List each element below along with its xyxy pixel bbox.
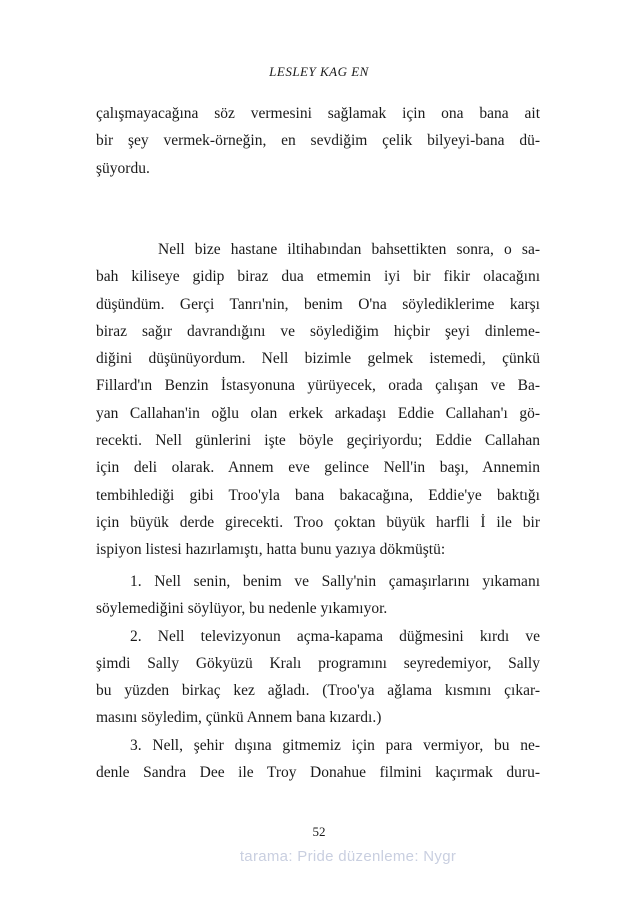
text-line: için büyük derde girecekti. Troo çoktan büyük harfli İ ile bir	[96, 513, 540, 531]
list-item-line: 2. Nell televizyonun açma-kapama düğmesini kırdı ve	[130, 627, 540, 645]
list-item-line: masını söyledim, çünkü Annem bana kızardı.)	[96, 709, 382, 727]
text-line: diğini düşünüyordum. Nell bizimle gelmek istemedi, çünkü	[96, 350, 540, 368]
list-item-line: 1. Nell senin, benim ve Sally'nin çamaşırlarını yıkamanı	[130, 573, 540, 590]
numbered-list	[96, 568, 540, 786]
text-line: çalışmayacağına söz vermesini sağlamak için ona bana ait	[96, 105, 540, 122]
text-line: şüyordu.	[96, 159, 150, 177]
text-line: tembihlediği gibi Troo'yla bana bakacağına, Eddie'ye baktığı	[96, 486, 540, 504]
text-line: bah kiliseye gidip biraz dua etmemin iyi bir fikir olacağını	[96, 268, 540, 286]
list-item-line: bu yüzden birkaç kez ağladı. (Troo'ya ağlama kısmını çıkar-	[96, 682, 540, 700]
list-item-line: şimdi Sally Gökyüzü Kralı programını seyredemiyor, Sally	[96, 654, 540, 672]
text-line: Fillard'ın Benzin İstasyonuna yürüyecek, orada çalışan ve Ba-	[96, 377, 540, 395]
text-line: Nell bize hastane iltihabından bahsettikten sonra, o sa-	[158, 241, 540, 258]
running-header: LESLEY KAG EN	[269, 64, 369, 79]
text-line: düşündüm. Gerçi Tanrı'nin, benim O'na söylediklerime karşı	[96, 295, 540, 313]
paragraph-continued	[96, 100, 540, 182]
text-line: yan Callahan'in oğlu olan erkek arkadaşı Eddie Callahan'ı gö-	[96, 404, 540, 422]
text-line: biraz sağır davrandığını ve söylediğim hiçbir şeyi dinleme-	[96, 322, 540, 340]
page-number: 52	[312, 824, 326, 839]
scan-credit-watermark: tarama: Pride düzenleme: Nygr	[239, 848, 457, 865]
list-item-line: söylemediğini söylüyor, bu nedenle yıkamıyor.	[96, 600, 388, 618]
text-line: ispiyon listesi hazırlamıştı, hatta bunu yazıya dökmüştü:	[96, 541, 446, 559]
list-item-line: denle Sandra Dee ile Troy Donahue filmini kaçırmak duru-	[96, 764, 540, 782]
text-line: için deli olarak. Annem eve gelince Nell'in başı, Annemin	[96, 459, 540, 477]
text-line: recekti. Nell günlerini işte böyle geçiriyordu; Eddie Callahan	[96, 432, 540, 450]
text-line: bir şey vermek-örneğin, en sevdiğim çelik bilyeyi-bana dü-	[96, 132, 540, 150]
paragraph-main	[96, 236, 540, 564]
list-item-line: 3. Nell, şehir dışına gitmemiz için para vermiyor, bu ne-	[130, 736, 540, 754]
